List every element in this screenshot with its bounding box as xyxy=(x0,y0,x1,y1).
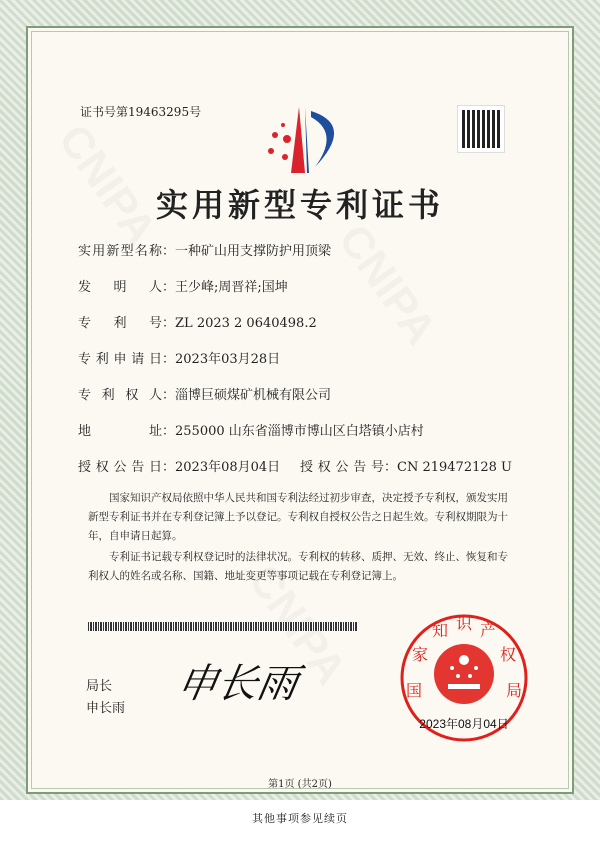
svg-text:家: 家 xyxy=(411,645,429,664)
cnipa-logo xyxy=(255,105,350,175)
paragraph-grant: 国家知识产权局依照中华人民共和国专利法经过初步审查，决定授予专利权，颁发实用新型专利证书并在专利登记簿上予以登记。专利权自授权公告之日起生效。专利权期限为十年，自申请日起算。 xyxy=(88,492,508,542)
field-grant-date: 授权公告日：2023年08月04日 xyxy=(78,460,281,475)
svg-text:识: 识 xyxy=(455,614,473,633)
official-seal xyxy=(398,612,530,744)
handwritten-signature: 申长雨 xyxy=(173,661,302,707)
barcode xyxy=(88,622,358,631)
paragraph-legal-status: 专利证书记载专利权登记时的法律状况。专利权的转移、质押、无效、终止、恢复和专利权人的姓名或名称、国籍、地址变更等事项记载在专利登记簿上。 xyxy=(88,551,508,582)
signatory-title: 局长 xyxy=(86,678,113,693)
field-inventors: 发明人：王少峰;周晋祥;国坤 xyxy=(78,280,288,295)
qr-code xyxy=(458,106,504,152)
seal-date: 2023年08月04日 xyxy=(419,717,509,731)
field-address: 地址：255000 山东省淄博市博山区白塔镇小店村 xyxy=(78,424,424,439)
certificate-number: 证书号第19463295号 xyxy=(80,105,202,119)
field-patentee: 专利权人：淄博巨硕煤矿机械有限公司 xyxy=(78,388,332,403)
field-utility-model-name: 实用新型名称：一种矿山用支撑防护用顶梁 xyxy=(78,244,332,259)
svg-text:局: 局 xyxy=(505,681,523,700)
page-number: 第1页 (共2页) xyxy=(268,779,332,790)
svg-text:权: 权 xyxy=(499,645,517,664)
svg-text:知: 知 xyxy=(431,621,449,640)
page-title: 实用新型专利证书 xyxy=(155,186,444,224)
svg-text:产: 产 xyxy=(479,621,497,640)
field-patent-number: 专利号：ZL 2023 2 0640498.2 xyxy=(78,316,317,331)
footer-note: 其他事项参见续页 xyxy=(252,812,348,825)
field-application-date: 专利申请日：2023年03月28日 xyxy=(78,352,281,367)
signatory-name: 申长雨 xyxy=(86,700,126,715)
svg-text:国: 国 xyxy=(405,681,423,700)
field-announcement-number: 授权公告号：CN 219472128 U xyxy=(300,460,512,475)
